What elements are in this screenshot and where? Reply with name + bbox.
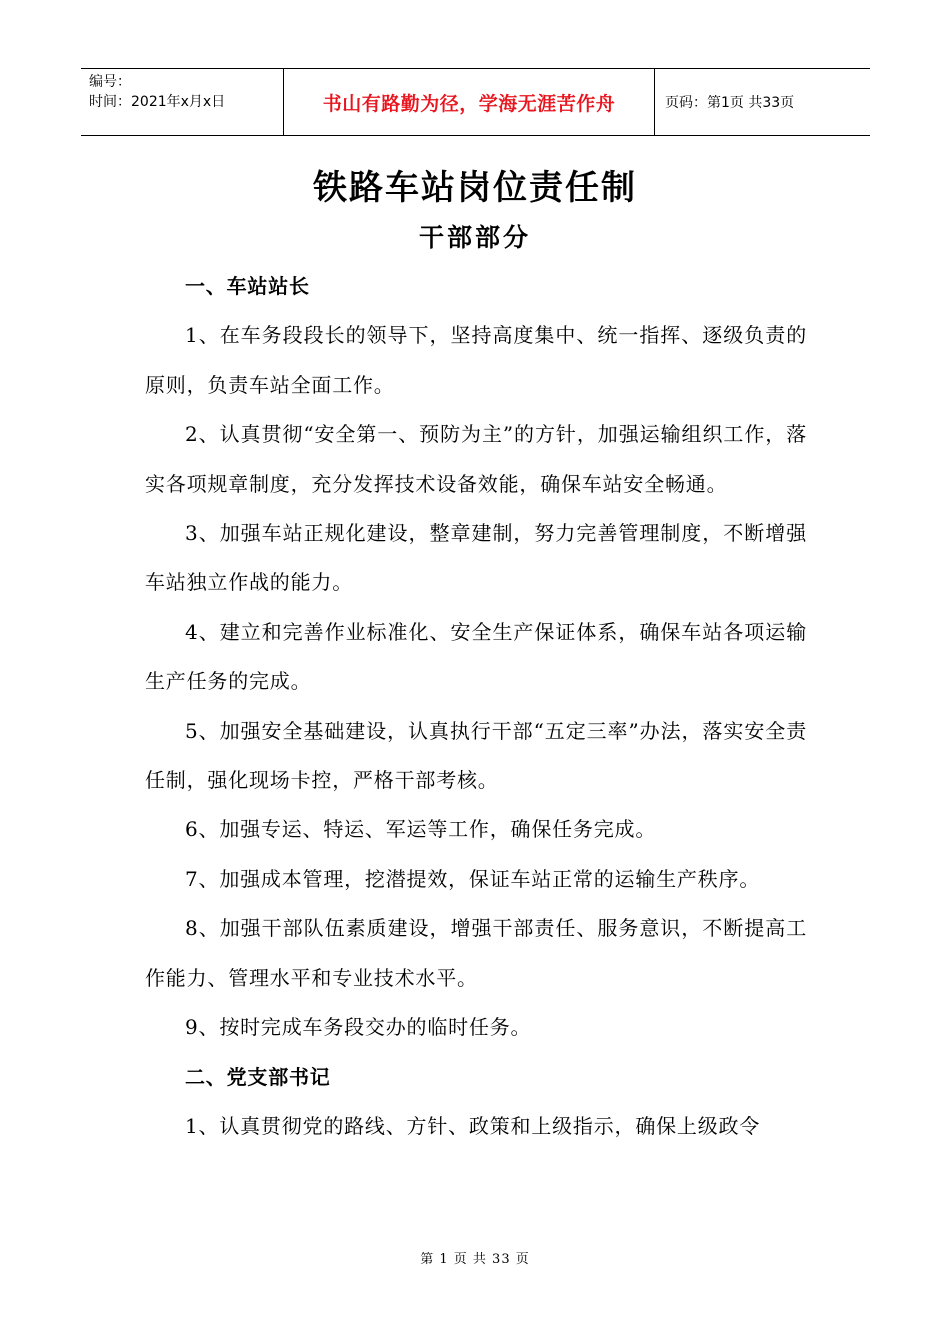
page-footer: 第 1 页 共 33 页 [420,1252,530,1267]
time-label: 时间：2021年x月x日 [89,94,226,110]
number-label: 编号： [89,74,131,90]
paragraph: 1、在车务段段长的领导下，坚持高度集中、统一指挥、逐级负责的原则，负责车站全面工作。 [145,323,807,397]
document-title: 铁路车站岗位责任制 [313,168,637,208]
paragraph: 6、加强专运、特运、军运等工作，确保任务完成。 [185,817,657,842]
paragraph: 8、加强干部队伍素质建设，增强干部责任、服务意识，不断提高工作能力、管理水平和专业技术水平。 [145,916,807,990]
paragraph: 3、加强车站正规化建设，整章建制，努力完善管理制度，不断增强车站独立作战的能力。 [145,521,807,595]
paragraph: 9、按时完成车务段交办的临时任务。 [185,1015,532,1040]
section-heading: 二、党支部书记 [185,1064,331,1089]
paragraph: 5、加强安全基础建设，认真执行干部“五定三率”办法，落实安全责任制，强化现场卡控，严格干部考核。 [145,718,807,793]
header-page-cell [655,69,870,135]
document-subtitle: 干部部分 [418,223,531,252]
page-code: 页码：第1页 共33页 [665,95,795,111]
paragraph: 7、加强成本管理，挖潜提效，保证车站正常的运输生产秩序。 [185,866,761,891]
section-heading: 一、车站站长 [185,274,310,298]
motto-text: 书山有路勤为径，学海无涯苦作舟 [322,92,616,115]
document-body [145,262,807,1151]
header-motto-cell [283,69,655,135]
paragraph: 4、建立和完善作业标准化、安全生产保证体系，确保车站各项运输生产任务的完成。 [145,619,807,694]
paragraph: 2、认真贯彻“安全第一、预防为主”的方针，加强运输组织工作，落实各项规章制度，充分发挥技术设备效能，确保车站安全畅通。 [145,422,807,496]
header-left-cell [81,69,283,135]
paragraph: 1、认真贯彻党的路线、方针、政策和上级指示，确保上级政令 [185,1113,761,1138]
header-table [81,68,870,136]
